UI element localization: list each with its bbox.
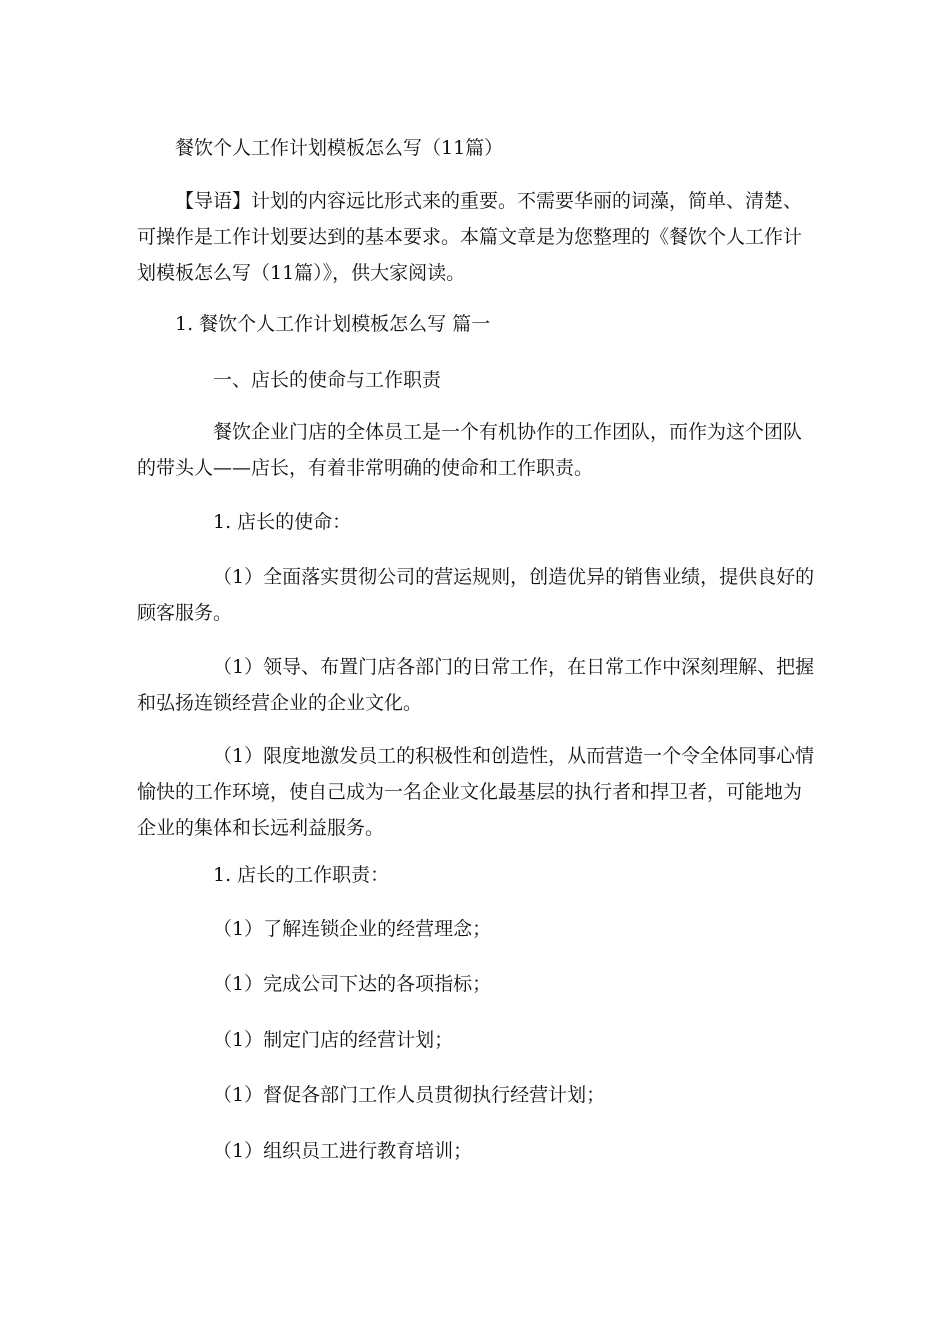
duty-item: （1）了解连锁企业的经营理念； (213, 918, 492, 940)
duty-item: （1）督促各部门工作人员贯彻执行经营计划； (213, 1084, 606, 1106)
document-title: 餐饮个人工作计划模板怎么写（11篇） (175, 137, 504, 159)
intro-paragraph: 【导语】计划的内容远比形式来的重要。不需要华丽的词藻，简单、清楚、可操作是工作计划要达到的基本要求。本篇文章是为您整理的《餐饮个人工作计划模板怎么写（11篇）》，供大家阅读。 (137, 190, 803, 284)
mission-item: （1）限度地激发员工的积极性和创造性，从而营造一个令全体同事心情愉快的工作环境，使自己成为一名企业文化最基层的执行者和捍卫者，可能地为企业的集体和长远利益服务。 (137, 745, 815, 839)
section-heading: 1. 餐饮个人工作计划模板怎么写 篇一 (175, 313, 491, 335)
mission-item: （1）全面落实贯彻公司的营运规则，创造优异的销售业绩，提供良好的顾客服务。 (137, 566, 815, 624)
subheading: 一、店长的使命与工作职责 (213, 369, 442, 391)
duty-item: （1）组织员工进行教育培训； (213, 1140, 473, 1162)
duty-heading: 1. 店长的工作职责： (213, 864, 390, 886)
duty-item: （1）制定门店的经营计划； (213, 1029, 454, 1051)
duty-item: （1）完成公司下达的各项指标； (213, 973, 492, 995)
mission-heading: 1. 店长的使命： (213, 511, 352, 533)
mission-item: （1）领导、布置门店各部门的日常工作，在日常工作中深刻理解、把握和弘扬连锁经营企业的企业文化。 (137, 656, 815, 714)
paragraph-1: 餐饮企业门店的全体员工是一个有机协作的工作团队，而作为这个团队的带头人——店长，有着非常明确的使命和工作职责。 (137, 421, 803, 479)
